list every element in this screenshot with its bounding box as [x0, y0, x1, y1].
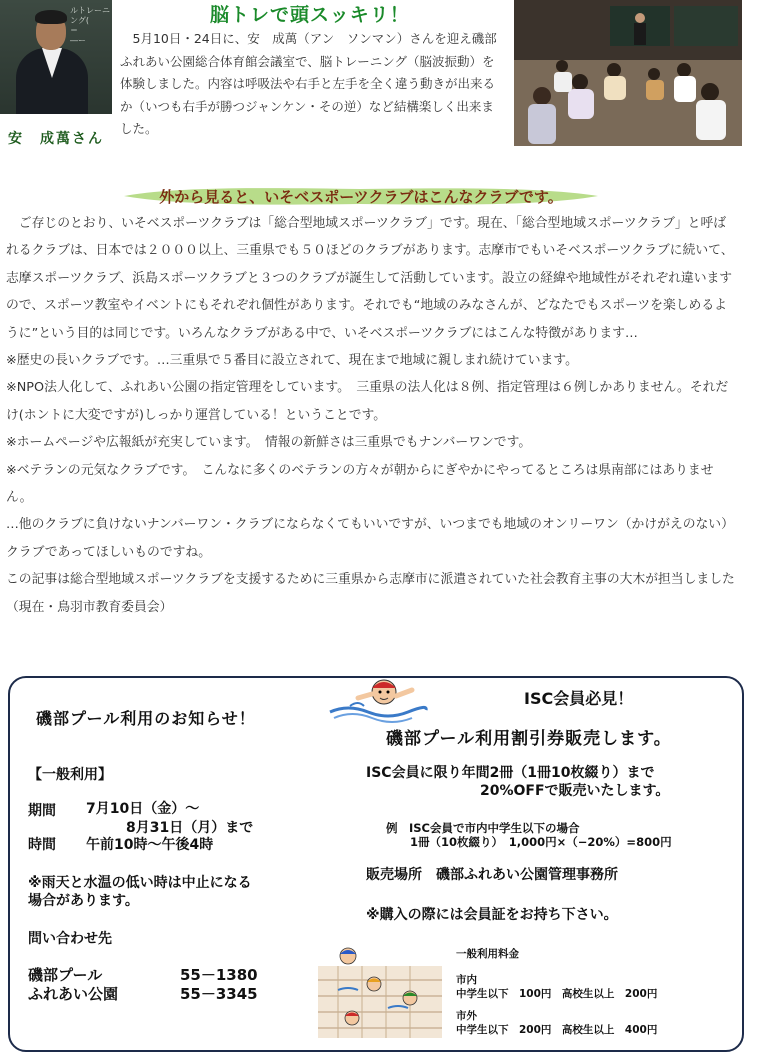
photo-caption: 安 成萬さん — [8, 131, 104, 147]
article-title: 脳トレで頭スッキリ！ — [210, 4, 410, 26]
period-end: 8月31日（月）まで — [126, 820, 254, 836]
period-label: 期間 — [28, 803, 56, 819]
general-use-label: 【一般利用】 — [28, 767, 112, 783]
swimmer-illustration — [328, 672, 428, 724]
article-body — [6, 210, 736, 621]
class-photo — [514, 0, 742, 146]
section-banner — [120, 184, 602, 208]
fee-city-in-label: 市内 — [456, 974, 477, 986]
feature-item: ※NPO法人化して、ふれあい公園の指定管理をしています。 三重県の法人化は８例、指定管理は６例しかありません。それだけ(ホントに大変ですが)しっかり運営している！ということです。 — [6, 380, 729, 423]
sales-location: 販売場所 磯部ふれあい公園管理事務所 — [366, 867, 618, 883]
article-intro: 5月10日・24日に、安 成萬（アン ソンマン）さんを迎え磯部ふれあい公園総合体育館会議室で、脳トレーニング（脳波振動）を体験しました。内容は呼吸法や右手と左手を全く違う動きが出来るか（いつも右手が勝つジャンケン・その逆）など結構楽しく出来ました。 — [120, 31, 497, 136]
feature-item: ※ベテランの元気なクラブです。 こんなに多くのベテランの方々が朝からにぎやかにやってるところは県南部にはありません。 — [6, 462, 714, 506]
offer-text: ISC会員に限り年間2冊（1冊10枚綴り）まで — [366, 765, 655, 781]
contact-name: ふれあい公園 — [28, 985, 119, 1003]
rain-note-cont: 場合があります。 — [28, 893, 139, 909]
portrait-photo: ルトレーニング( ＝ ―ー — [0, 0, 112, 114]
discount-heading: 磯部プール利用割引券販売します。 — [386, 729, 672, 749]
fee-city-in-row: 中学生以下 100円 高校生以上 200円 — [456, 988, 658, 1000]
fee-title: 一般利用料金 — [456, 948, 519, 960]
example-text: 例 ISC会員で市内中学生以下の場合 — [386, 821, 580, 835]
member-heading: ISC会員必見！ — [524, 689, 634, 708]
hours-value: 午前10時～午後4時 — [86, 837, 214, 853]
period-start: 7月10日（金）～ — [86, 801, 200, 817]
body-paragraph: …他のクラブに負けないナンバーワン・クラブにならなくてもいいですが、いつまでも地域のオンリーワン（かけがえのない）クラブであってほしいものですね。 — [6, 517, 734, 560]
pool-notice-title: 磯部プール利用のお知らせ！ — [36, 709, 256, 728]
contact-phone: 55－1380 — [180, 966, 258, 984]
feature-item: ※歴史の長いクラブです。…三重県で５番目に設立されて、現在まで地域に親しまれ続けています。 — [6, 353, 578, 369]
section-heading: 外から見ると、いそベスポーツクラブはこんなクラブです。 — [159, 188, 563, 206]
rain-note: ※雨天と水温の低い時は中止になる — [28, 875, 252, 891]
author-note: この記事は総合型地域スポーツクラブを支援するために三重県から志摩市に派遣されていた社会教育主事の大木が担当しました（現在・鳥羽市教育委員会） — [6, 572, 735, 615]
fee-city-out-label: 市外 — [456, 1010, 477, 1022]
contact-name: 磯部プール — [28, 966, 103, 984]
hours-label: 時間 — [28, 837, 56, 853]
member-card-note: ※購入の際には会員証をお持ち下さい。 — [366, 907, 618, 923]
contact-label: 問い合わせ先 — [28, 931, 112, 947]
feature-item: ※ホームページや広報紙が充実しています。 情報の新鮮さは三重県でもナンバーワンです。 — [6, 435, 532, 451]
pool-illustration — [318, 946, 442, 1038]
fee-city-out-row: 中学生以下 200円 高校生以上 400円 — [456, 1024, 658, 1036]
example-calc: 1冊（10枚綴り） 1,000円×（−20%）=800円 — [410, 835, 672, 849]
contact-phone: 55－3345 — [180, 985, 258, 1003]
body-paragraph: ご存じのとおり、いそベスポーツクラブは「総合型地域スポーツクラブ」です。現在、「総合型地域スポーツクラブ」と呼ばれるクラブは、日本では２０００以上、三重県でも５０ほどのクラブがあります。志摩市でもいそベスポーツクラブに続いて、志摩スポーツクラブ、浜島スポーツクラブと３つのクラブが誕生して活動しています。設立の経緯や地域性がそれぞれ違いますので、スポーツ教室やイベントにもそれぞれ個性があります。それでも“地域のみなさんが、どなたでもスポーツを楽しめるように”という目的は同じです。いろんなクラブがある中で、いそベスポーツクラブにはこんな特徴があります… — [6, 216, 734, 341]
offer-discount: 20%OFFで販売いたします。 — [480, 783, 670, 799]
